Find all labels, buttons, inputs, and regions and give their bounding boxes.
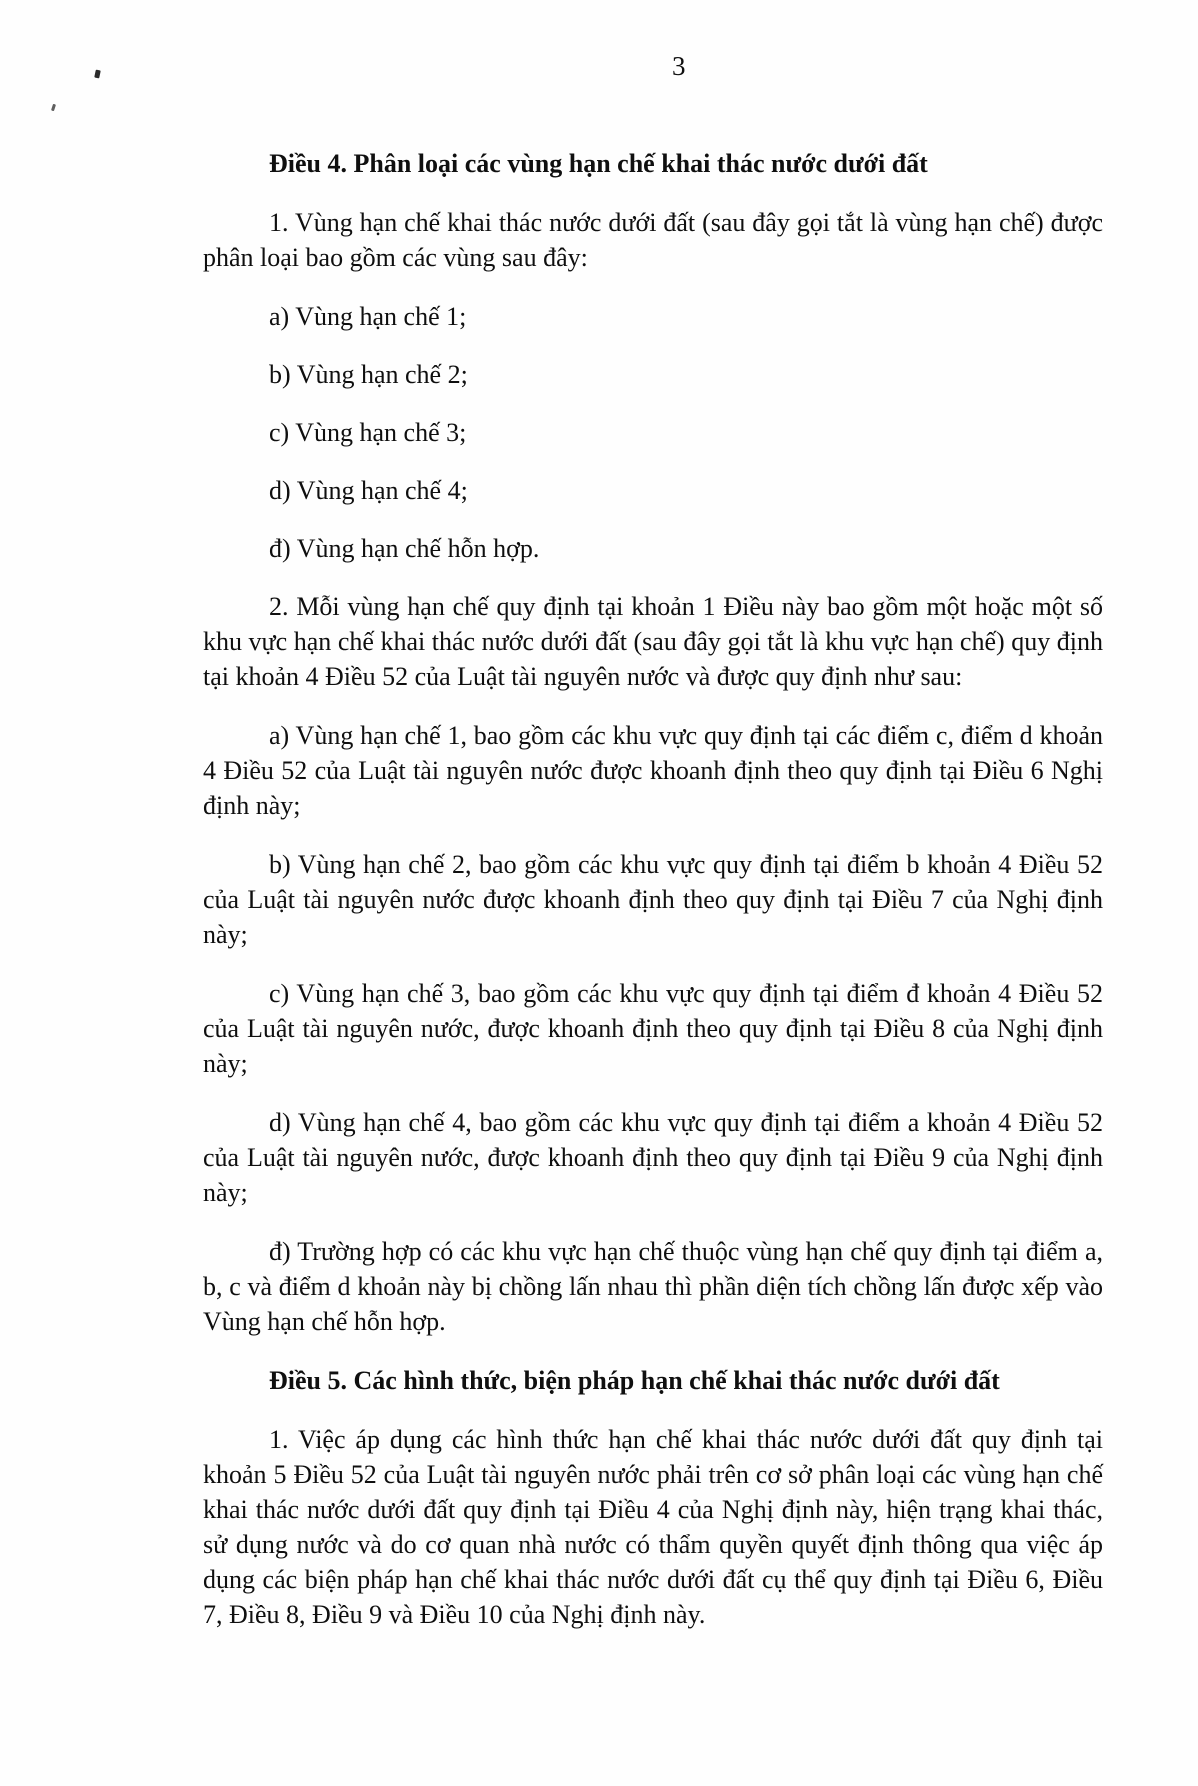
- article4-heading: Điều 4. Phân loại các vùng hạn chế khai thác nước dưới đất: [269, 149, 928, 178]
- article4-clause2-intro: 2. Mỗi vùng hạn chế quy định tại khoản 1 Điều này bao gồm một hoặc một số khu vực hạn chế khai thác nước dưới đất (sau đây gọi tắt là khu vực hạn chế) quy định tại khoản 4 Điều 52 của Luật tài nguyên nước và được quy định như sau:: [203, 592, 1103, 691]
- article5-clause1: 1. Việc áp dụng các hình thức hạn chế khai thác nước dưới đất quy định tại khoản 5 Điều 52 của Luật tài nguyên nước phải trên cơ sở phân loại các vùng hạn chế khai thác nước dưới đất quy định tại Điều 4 của Nghị định này, hiện trạng khai thác, sử dụng nước và do cơ quan nhà nước có thẩm quyền quyết định thông qua việc áp dụng các biện pháp hạn chế khai thác nước dưới đất cụ thể quy định tại Điều 6, Điều 7, Điều 8, Điều 9 và Điều 10 của Nghị định này.: [203, 1425, 1103, 1629]
- article4-clause2-item-c: c) Vùng hạn chế 3, bao gồm các khu vực quy định tại điểm đ khoản 4 Điều 52 của Luật tài nguyên nước, được khoanh định theo quy định tại Điều 8 của Nghị định này;: [203, 979, 1103, 1078]
- article4-zone-a: a) Vùng hạn chế 1;: [269, 302, 467, 331]
- article4-zone-c: c) Vùng hạn chế 3;: [269, 418, 467, 447]
- article4-clause1-intro: 1. Vùng hạn chế khai thác nước dưới đất (sau đây gọi tắt là vùng hạn chế) được phân loại bao gồm các vùng sau đây:: [203, 208, 1103, 272]
- article4-zone-b: b) Vùng hạn chế 2;: [269, 360, 468, 389]
- scan-speck-icon: [51, 104, 56, 112]
- article4-zone-dd: đ) Vùng hạn chế hỗn hợp.: [269, 534, 540, 563]
- article4-clause2-item-b: b) Vùng hạn chế 2, bao gồm các khu vực quy định tại điểm b khoản 4 Điều 52 của Luật tài nguyên nước được khoanh định theo quy định tại Điều 7 của Nghị định này;: [203, 850, 1103, 949]
- article4-clause2-item-a: a) Vùng hạn chế 1, bao gồm các khu vực quy định tại các điểm c, điểm d khoản 4 Điều 52 của Luật tài nguyên nước được khoanh định theo quy định tại Điều 6 Nghị định này;: [203, 721, 1103, 820]
- article4-clause2-item-dd: đ) Trường hợp có các khu vực hạn chế thuộc vùng hạn chế quy định tại điểm a, b, c và điểm d khoản này bị chồng lấn nhau thì phần diện tích chồng lấn được xếp vào Vùng hạn chế hỗn hợp.: [203, 1237, 1103, 1336]
- scan-speck-icon: [94, 70, 101, 79]
- article4-zone-d: d) Vùng hạn chế 4;: [269, 476, 468, 505]
- article4-clause2-item-d: d) Vùng hạn chế 4, bao gồm các khu vực quy định tại điểm a khoản 4 Điều 52 của Luật tài nguyên nước, được khoanh định theo quy định tại Điều 9 của Nghị định này;: [203, 1108, 1103, 1207]
- article5-heading: Điều 5. Các hình thức, biện pháp hạn chế khai thác nước dưới đất: [269, 1366, 1000, 1395]
- page-number: 3: [672, 51, 686, 81]
- document-body: [203, 146, 1103, 1656]
